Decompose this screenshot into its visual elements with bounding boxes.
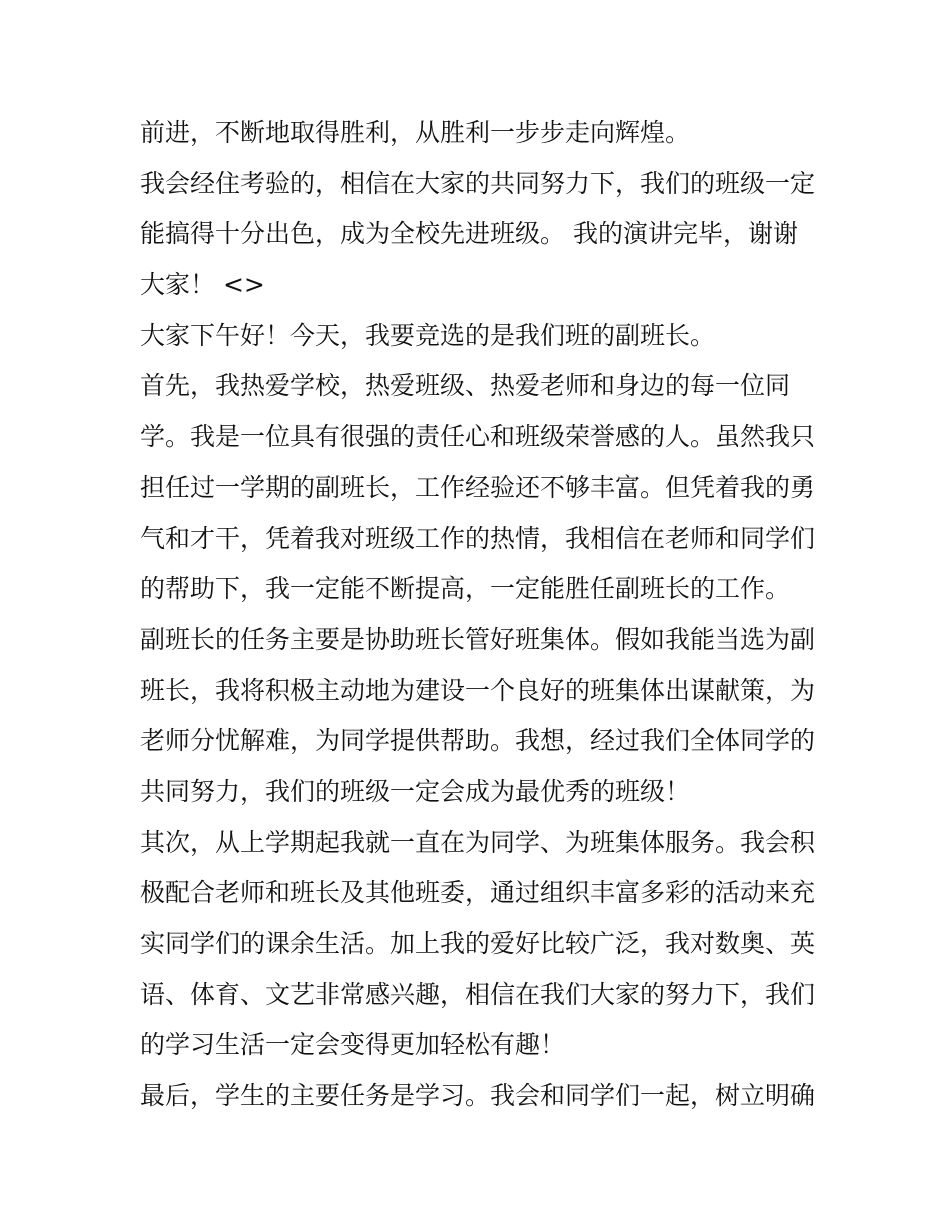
text-line: 我会经住考验的，相信在大家的共同努力下，我们的班级一定 (140, 168, 816, 198)
text-line: 首先，我热爱学校，热爱班级、热爱老师和身边的每一位同 (140, 371, 791, 401)
document-body (140, 108, 820, 1122)
text-line: 实同学们的课余生活。加上我的爱好比较广泛，我对数奥、英 (140, 929, 816, 958)
text-line: 副班长的任务主要是协助班长管好班集体。假如我能当选为副 (140, 624, 816, 654)
text-line: 极配合老师和班长及其他班委，通过组织丰富多彩的活动来充 (140, 878, 816, 908)
text-line: 最后，学生的主要任务是学习。我会和同学们一起，树立明确 (140, 1081, 816, 1111)
text-line: 学。我是一位具有很强的责任心和班级荣誉感的人。虽然我只 (140, 422, 816, 452)
text-line: 气和才干，凭着我对班级工作的热情，我相信在老师和同学们 (140, 523, 816, 553)
text-line: 的学习生活一定会变得更加轻松有趣！ (140, 1030, 566, 1060)
text-line: 大家下午好！今天，我要竞选的是我们班的副班长。 (140, 320, 716, 350)
text-line: 老师分忧解难，为同学提供帮助。我想，经过我们全体同学的 (140, 726, 816, 756)
text-line: 的帮助下，我一定能不断提高，一定能胜任副班长的工作。 (140, 574, 791, 604)
text-line: 能搞得十分出色，成为全校先进班级。 我的演讲完毕，谢谢 (140, 219, 798, 249)
text-line: 语、体育、文艺非常感兴趣，相信在我们大家的努力下，我们 (140, 979, 816, 1009)
text-line: 大家！ <> (140, 270, 265, 300)
text-line: 班长，我将积极主动地为建设一个良好的班集体出谋献策，为 (140, 675, 816, 705)
text-line: 共同努力，我们的班级一定会成为最优秀的班级！ (140, 776, 691, 806)
text-line: 其次，从上学期起我就一直在为同学、为班集体服务。我会积 (140, 827, 816, 857)
text-line: 前进，不断地取得胜利，从胜利一步步走向辉煌。 (140, 118, 691, 147)
text-line: 担任过一学期的副班长，工作经验还不够丰富。但凭着我的勇 (140, 472, 816, 502)
